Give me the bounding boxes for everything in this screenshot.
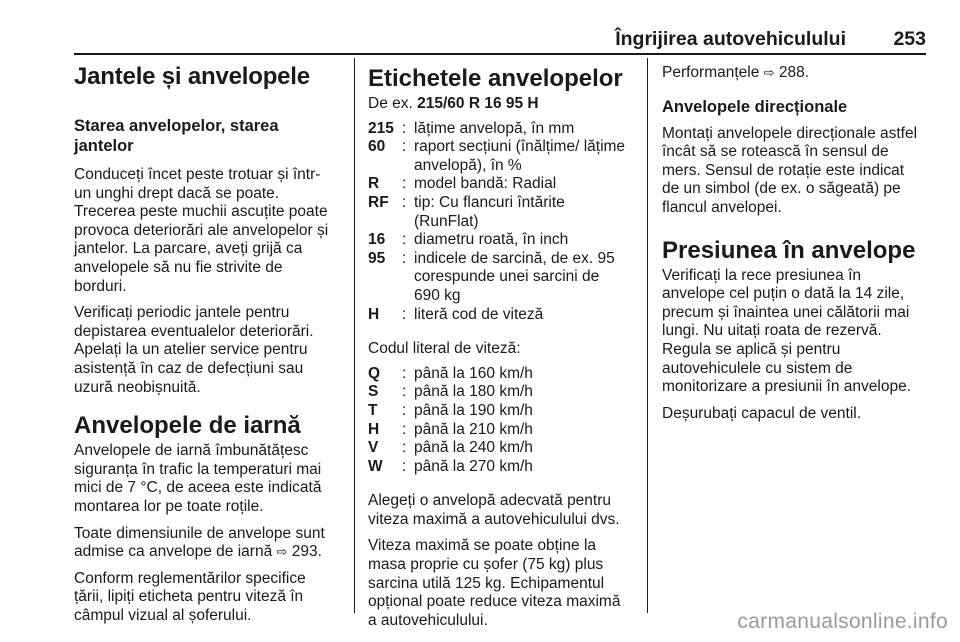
list-item: H : literă cod de viteză <box>368 305 544 323</box>
paragraph-speed-label: Conform reglementărilor specifice țării, lipiți eticheta pentru viteză în câmpul vizual al șoferului. <box>74 569 306 624</box>
list-item: T : până la 190 km/h <box>368 401 533 419</box>
speed-code-list <box>368 365 634 477</box>
list-item: RF : tip: Cu flancuri întărite (RunFlat) <box>368 193 565 230</box>
page-reference-293[interactable]: 293. <box>291 543 322 561</box>
list-item: H : până la 210 km/h <box>368 420 533 438</box>
subsection-directional-tyres: Anvelopele direcționale <box>662 97 848 116</box>
column-divider-1 <box>354 58 355 613</box>
paragraph-winter-sizes: Toate dimensiunile de anvelope sunt admise ca anvelope de iarnă ⇨ 293. <box>74 524 325 561</box>
header-rule <box>74 53 926 55</box>
column-2 <box>368 58 634 630</box>
page-reference-icon: ⇨ <box>763 65 775 80</box>
column-divider-2 <box>647 58 648 613</box>
paragraph-winter-safety: Anvelopele de iarnă îmbunătățesc siguranța în trafic la temperaturi mai mici de 7 °C, de aceea este indicată montarea lor pe toate roțile. <box>74 442 322 515</box>
paragraph-max-speed: Viteza maximă se poate obține la masa proprie cu șofer (75 kg) plus sarcina utilă 125 kg. Echipamentul opțional poate reduce viteza maximă a autovehiculului. <box>368 537 621 629</box>
subsection-tyre-condition: Starea anvelopelor, starea jantelor <box>74 117 279 155</box>
list-item: R : model bandă: Radial <box>368 175 557 193</box>
section-title-tyre-pressure: Presiunea în anvelope <box>662 236 916 264</box>
column-1 <box>74 58 342 625</box>
tyre-code-list <box>368 120 634 325</box>
section-title-rims-tyres: Jantele și anvelopele <box>74 63 310 90</box>
list-item: 60 : raport secțiuni (înălțime/ lățime anvelopă), în % <box>368 138 626 174</box>
list-item: 215 : lățime anvelopă, în mm <box>368 119 575 137</box>
list-item: W : până la 270 km/h <box>368 457 533 475</box>
header-title: Îngrijirea autovehiculului <box>615 28 846 50</box>
list-item: Q : până la 160 km/h <box>368 364 533 382</box>
page-reference-icon: ⇨ <box>276 544 288 560</box>
column-3 <box>662 58 930 423</box>
speed-code-intro: Codul literal de viteză: <box>368 340 521 358</box>
section-title-tyre-labels: Etichetele anvelopelor <box>368 65 623 92</box>
list-item: 16 : diametru roată, în inch <box>368 231 569 249</box>
paragraph-check-rims: Verificați periodic jantele pentru depistarea eventualelor deteriorări. Apelați la un atelier service pentru asistență în caz de defecțiuni sau uzură neobișnuită. <box>74 304 314 396</box>
list-item: 95 : indicele de sarcină, de ex. 95 corespunde unei sarcini de 690 kg <box>368 249 615 304</box>
paragraph-choose-tyre: Alegeți o anvelopă adecvată pentru viteza maximă a autovehiculului dvs. <box>368 492 620 528</box>
page-number: 253 <box>893 28 926 50</box>
page-reference-288[interactable]: 288. <box>778 64 810 81</box>
paragraph-valve-cap: Deșurubați capacul de ventil. <box>662 404 862 422</box>
tyre-code-example: De ex. 215/60 R 16 95 H <box>368 95 539 112</box>
paragraph-driving-kerbs: Conduceți încet peste trotuar și într- un unghi drept dacă se poate. Trecerea peste muchii ascuțite poate provoca deteriorări ale anvelopelor și jantelor. La parcare, aveți grijă ca anvelopele să nu fie strivite de borduri. <box>74 166 329 295</box>
list-item: V : până la 240 km/h <box>368 439 533 457</box>
page-header <box>74 28 926 52</box>
section-title-winter-tyres: Anvelopele de iarnă <box>74 412 301 440</box>
paragraph-directional-tyres: Montați anvelopele direcționale astfel încât să se rotească în sensul de mers. Sensul de rotație este indicat de un simbol (de ex. o săgeată) pe flancul anvelopei. <box>662 124 918 216</box>
watermark: carmanualsonline.info <box>737 610 948 633</box>
paragraph-performance-ref: Performanțele ⇨ 288. <box>662 64 810 81</box>
paragraph-check-pressure: Verificați la rece presiunea în anvelope cel puțin o dată la 14 zile, precum și înaintea unei călătorii mai lungi. Nu uitați roata de rezervă. Regula se aplică și pentru autovehiculele cu sistem de monitorizare a presiunii în anvelope. <box>662 266 911 396</box>
list-item: S : până la 180 km/h <box>368 383 533 401</box>
